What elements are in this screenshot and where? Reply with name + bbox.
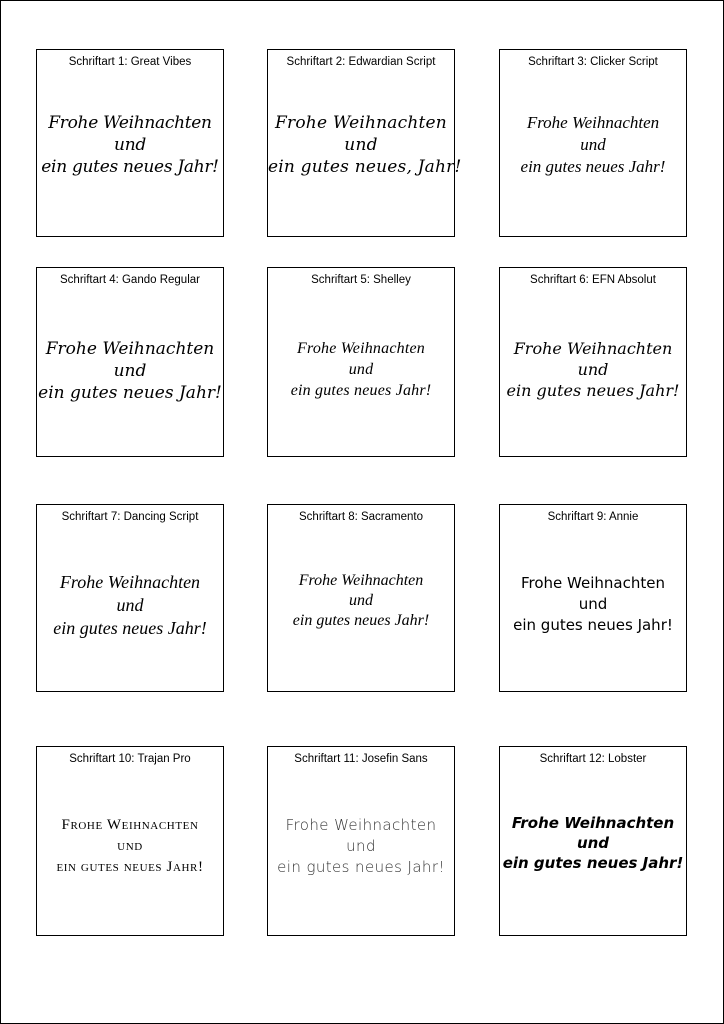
greeting-line-3: ein gutes neues, Jahr! — [268, 157, 462, 177]
greeting-line-1: Frohe Weihnachten — [511, 814, 675, 832]
card-title: Schriftart 9: Annie — [547, 511, 639, 523]
greeting-line-1: Frohe Weihnachten — [59, 572, 201, 592]
font-sample-card-2 — [267, 49, 462, 237]
card-title: Schriftart 6: EFN Absolut — [530, 274, 656, 286]
greeting-line-3: ein gutes neues Jahr! — [520, 157, 666, 176]
greeting-text — [37, 571, 223, 640]
card-title: Schriftart 5: Shelley — [311, 274, 411, 286]
greeting-line-1: Frohe Weihnachten — [45, 339, 215, 359]
greeting-line-2: und — [344, 135, 378, 155]
greeting-text — [268, 571, 454, 631]
greeting-line-1: Frohe Weihnachten — [521, 574, 665, 592]
card-title: Schriftart 11: Josefin Sans — [294, 753, 428, 765]
card-title: Schriftart 4: Gando Regular — [60, 274, 200, 286]
greeting-line-1: Frohe Weihnachten — [526, 113, 660, 132]
greeting-line-2: und — [577, 360, 609, 379]
font-sample-card-1 — [36, 49, 224, 237]
font-sample-card-4 — [36, 267, 224, 457]
card-title: Schriftart 1: Great Vibes — [68, 56, 192, 68]
greeting-line-3: ein gutes neues Jahr! — [292, 612, 430, 629]
greeting-text — [37, 112, 223, 178]
card-title: Schriftart 12: Lobster — [539, 753, 647, 765]
greeting-text — [500, 813, 686, 873]
greeting-text — [268, 112, 462, 178]
greeting-text — [268, 338, 454, 401]
card-title: Schriftart 8: Sacramento — [299, 511, 423, 523]
greeting-line-2: und — [576, 834, 610, 852]
font-sample-card-12 — [499, 746, 687, 936]
card-title: Schriftart 3: Clicker Script — [528, 56, 658, 68]
greeting-line-2: und — [116, 595, 144, 615]
greeting-line-2: und — [578, 595, 608, 613]
greeting-text — [37, 338, 223, 404]
greeting-line-3: ein gutes neues Jahr! — [506, 381, 680, 400]
greeting-line-1: Frohe Weihnachten — [297, 340, 425, 357]
greeting-line-2: und — [346, 837, 376, 855]
greeting-line-1: Frohe Weihnachten — [61, 817, 199, 833]
font-sample-card-10 — [36, 746, 224, 936]
greeting-line-3: ein gutes neues Jahr! — [290, 382, 432, 399]
greeting-text — [500, 338, 686, 401]
greeting-line-1: Frohe Weihnachten — [275, 113, 447, 133]
greeting-line-2: und — [348, 361, 374, 378]
font-sample-card-8 — [267, 504, 455, 692]
greeting-line-1: Frohe Weihnachten — [298, 572, 424, 589]
font-sample-card-11 — [267, 746, 455, 936]
font-sample-card-9 — [499, 504, 687, 692]
greeting-line-2: und — [114, 135, 146, 155]
greeting-line-2: und — [349, 592, 373, 609]
font-sample-card-6 — [499, 267, 687, 457]
greeting-line-2: und — [113, 361, 147, 381]
greeting-line-1: Frohe Weihnachten — [513, 339, 673, 358]
card-title: Schriftart 10: Trajan Pro — [69, 753, 191, 765]
greeting-line-3: ein gutes neues Jahr! — [277, 858, 445, 876]
card-title: Schriftart 2: Edwardian Script — [286, 56, 436, 68]
greeting-line-3: ein gutes neues Jahr! — [41, 157, 219, 177]
font-sample-card-5 — [267, 267, 455, 457]
greeting-line-3: ein gutes neues Jahr! — [38, 383, 222, 403]
greeting-line-3: ein gutes neues Jahr! — [56, 859, 204, 875]
font-sample-card-7 — [36, 504, 224, 692]
card-title: Schriftart 7: Dancing Script — [61, 511, 199, 523]
greeting-text — [268, 815, 454, 878]
greeting-line-3: ein gutes neues Jahr! — [513, 616, 673, 634]
greeting-line-1: Frohe Weihnachten — [285, 816, 437, 834]
greeting-line-3: ein gutes neues Jahr! — [502, 854, 684, 872]
greeting-line-2: und — [117, 838, 143, 854]
greeting-text — [500, 112, 686, 178]
greeting-line-3: ein gutes neues Jahr! — [53, 618, 207, 638]
greeting-line-2: und — [580, 135, 606, 154]
greeting-line-1: Frohe Weihnachten — [48, 113, 212, 133]
greeting-text — [37, 815, 223, 878]
font-sample-card-3 — [499, 49, 687, 237]
greeting-text — [500, 573, 686, 636]
